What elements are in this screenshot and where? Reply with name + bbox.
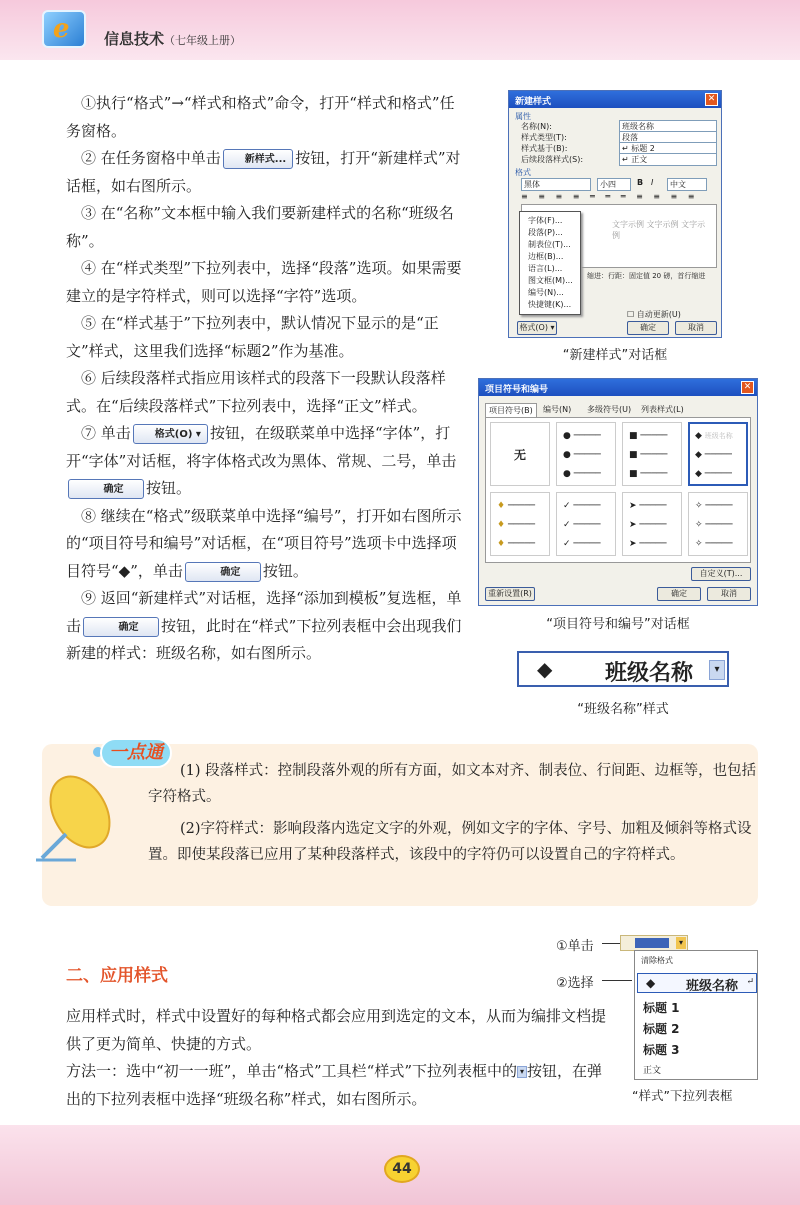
bullet-none-option[interactable]: 无: [490, 422, 550, 486]
selected-style-highlight: [635, 938, 669, 948]
preview-box: 文字示例 文字示例 文字示例: [521, 204, 717, 268]
style-item-heading-1[interactable]: 标题 1: [643, 1001, 680, 1015]
name-field[interactable]: 班级名称: [619, 120, 717, 133]
close-icon[interactable]: ✕: [741, 381, 754, 394]
steps-text: [66, 90, 462, 668]
tab-bullets[interactable]: 项目符号(B): [485, 403, 537, 417]
pointer-line: [602, 943, 620, 944]
step2-label: ②选择: [556, 976, 594, 991]
size-select[interactable]: 小四: [597, 178, 631, 191]
step-7: ⑦ 单击 格式(O) ▾ 按钮，在级联菜单中选择“字体”，打开“字体”对话框，将字体格式改为黑体、常规、二号，单击确定 按钮。: [66, 424, 457, 497]
format-button[interactable]: 格式(O) ▾: [133, 424, 208, 444]
step1-label: ①单击: [556, 939, 594, 954]
lang-select[interactable]: 中文: [667, 178, 707, 191]
style-item-class-name[interactable]: ◆ 班级名称 ↵: [637, 973, 757, 993]
pointer-line: [602, 980, 632, 981]
auto-update-checkbox[interactable]: ☐ 自动更新(U): [627, 310, 681, 319]
menu-item-paragraph[interactable]: 段落(P)...: [528, 228, 563, 237]
format-menu: [519, 211, 581, 315]
tab-multilevel[interactable]: 多级符号(U): [587, 405, 632, 414]
type-label: 样式类型(T):: [521, 133, 567, 142]
tab-list-styles[interactable]: 列表样式(L): [641, 405, 684, 414]
step-2: ② 在任务窗格中单击 新样式... 按钮，打开“新建样式”对话框，如右图所示。: [66, 149, 461, 195]
italic-icon[interactable]: I: [651, 178, 654, 187]
style-item-heading-3[interactable]: 标题 3: [643, 1043, 680, 1057]
diamond-bullet-icon: ◆: [537, 657, 553, 681]
customize-button[interactable]: 自定义(T)...: [691, 567, 751, 581]
menu-item-font[interactable]: 字体(F)...: [528, 216, 563, 225]
new-style-dialog: [508, 90, 722, 338]
clear-formatting-item[interactable]: 清除格式: [641, 956, 673, 965]
dialog-ok-button[interactable]: 确定: [657, 587, 701, 601]
dialog-cancel-button[interactable]: 取消: [707, 587, 751, 601]
menu-item-border[interactable]: 边框(B)...: [528, 252, 564, 261]
tab-numbering[interactable]: 编号(N): [543, 405, 572, 414]
step-4: ④ 在“样式类型”下拉列表中，选择“段落”选项。如果需要建立的是字符样式，则可以选择“字符”选项。: [66, 259, 462, 305]
style-item-heading-2[interactable]: 标题 2: [643, 1022, 680, 1036]
bullet-square-option[interactable]: ■ ───── ■ ───── ■ ─────: [622, 422, 682, 486]
tip-paragraph-1: (1) 段落样式：控制段落外观的所有方面，如文本对齐、制表位、行间距、边框等，也包括字符格式。: [148, 763, 757, 805]
name-label: 名称(N):: [521, 122, 552, 131]
section-text: [66, 1003, 612, 1113]
tip-text: [148, 758, 758, 868]
step-6: ⑥ 后续段落样式指应用该样式的段落下一段默认段落样式。在“后续段落样式”下拉列表中，选择“正文”样式。: [66, 369, 446, 415]
book-title: 信息技术（七年级上册）: [104, 30, 242, 48]
menu-item-tabs[interactable]: 制表位(T)...: [528, 240, 571, 249]
diamond-bullet-icon: ◆: [646, 976, 656, 990]
bullets-dialog: [478, 378, 758, 606]
fig2-caption: “项目符号和编号”对话框: [546, 617, 690, 632]
next-label: 后续段落样式(S):: [521, 155, 584, 164]
tip-badge: 一点通: [100, 738, 172, 768]
style-item-normal[interactable]: 正文: [643, 1066, 662, 1076]
dialog-titlebar: 新建样式 ✕: [509, 91, 721, 108]
bullet-diamond-option[interactable]: ◆ 班级名称 ◆ ───── ◆ ─────: [688, 422, 748, 486]
based-select[interactable]: ↵ 标题 2: [619, 142, 717, 155]
fig4-caption: “样式”下拉列表框: [632, 1088, 733, 1103]
step-3: ③ 在“名称”文本框中输入我们要新建样式的名称“班级名称”。: [66, 204, 454, 250]
align-icons[interactable]: ≡ ≡ ≡ ≡ ═ ═ ═ ≡ ≡ ≡ ≡: [521, 192, 699, 201]
section-paragraph-1: 应用样式时，样式中设置好的每种格式都会应用到选定的文本，从而为编排文档提供了更为简单、快捷的方式。: [66, 1007, 607, 1053]
style-description: 缩进：行距：固定值 20 磅，首行缩进: [587, 272, 706, 280]
bullet-gallery: [485, 417, 751, 563]
ok-button[interactable]: 确定: [68, 479, 144, 499]
ok-button[interactable]: 确定: [83, 617, 159, 637]
section-title: 二、应用样式: [66, 966, 168, 986]
chevron-down-icon[interactable]: ▾: [709, 660, 725, 680]
page-number: 44: [384, 1155, 420, 1183]
style-item-label: 班级名称: [686, 979, 739, 994]
step-5: ⑤ 在“样式基于”下拉列表中，默认情况下显示的是“正文”样式，这里我们选择“标题2”作为基准。: [66, 314, 439, 360]
props-label: 属性: [515, 112, 531, 121]
tip-paragraph-2: (2)字符样式：影响段落内选定文字的外观，例如文字的字体、字号、加粗及倾斜等格式设置。即使某段落已应用了某种段落样式，该段中的字符仍可以设置自己的字符样式。: [148, 821, 752, 863]
section-paragraph-2: 方法一：选中“初一一班”，单击“格式”工具栏“样式”下拉列表框中的 ▾ 按钮，在弹出的下拉列表框中选择“班级名称”样式，如右图所示。: [66, 1062, 603, 1108]
menu-item-frame[interactable]: 图文框(M)...: [528, 276, 573, 285]
next-select[interactable]: ↵ 正文: [619, 153, 717, 166]
style-combobox[interactable]: [517, 651, 729, 687]
bullet-arrow-option[interactable]: ➤ ───── ➤ ───── ➤ ─────: [622, 492, 682, 556]
bullet-picture-option[interactable]: ♦ ───── ♦ ───── ♦ ─────: [490, 492, 550, 556]
bullet-dot-option[interactable]: ● ───── ● ───── ● ─────: [556, 422, 616, 486]
reset-button[interactable]: 重新设置(R): [485, 587, 535, 601]
ie-logo-icon: e: [42, 10, 86, 48]
chevron-down-icon[interactable]: ▾: [676, 937, 686, 949]
menu-item-language[interactable]: 语言(L)...: [528, 264, 563, 273]
menu-item-numbering[interactable]: 编号(N)...: [528, 288, 564, 297]
font-select[interactable]: 黑体: [521, 178, 591, 191]
type-select[interactable]: 段落: [619, 131, 717, 144]
format-label: 格式: [515, 168, 531, 177]
style-toolbar-box[interactable]: [620, 935, 688, 951]
dialog-ok-button[interactable]: 确定: [627, 321, 669, 335]
step-8: ⑧ 继续在“格式”级联菜单中选择“编号”，打开如右图所示的“项目符号和编号”对话框，在“项目符号”选项卡中选择项目符号“◆”，单击 确定 按钮。: [66, 506, 462, 580]
format-dropdown-button[interactable]: 格式(O) ▾: [517, 321, 557, 335]
bullet-check-option[interactable]: ✓ ───── ✓ ───── ✓ ─────: [556, 492, 616, 556]
style-name: 班级名称: [605, 661, 694, 686]
dialog-cancel-button[interactable]: 取消: [675, 321, 717, 335]
fig1-caption: “新建样式”对话框: [562, 348, 668, 363]
dialog-titlebar: 项目符号和编号 ✕: [479, 379, 757, 396]
fig3-caption: “班级名称”样式: [577, 702, 669, 717]
style-dropdown-list: [634, 950, 758, 1080]
based-label: 样式基于(B):: [521, 144, 568, 153]
close-icon[interactable]: ✕: [705, 93, 718, 106]
new-style-button[interactable]: 新样式...: [223, 149, 293, 169]
step-1: ①执行“格式”→“样式和格式”命令，打开“样式和格式”任务窗格。: [66, 94, 455, 140]
bullet-star-option[interactable]: ✧ ───── ✧ ───── ✧ ─────: [688, 492, 748, 556]
bold-icon[interactable]: B: [637, 178, 644, 187]
chevron-down-icon[interactable]: ▾: [517, 1066, 527, 1078]
menu-item-shortcut[interactable]: 快捷键(K)...: [528, 300, 572, 309]
ok-button[interactable]: 确定: [185, 562, 261, 582]
step-9: ⑨ 返回“新建样式”对话框，选择“添加到模板”复选框，单击 确定 按钮，此时在“样式”下拉列表框中会出现我们新建的样式：班级名称，如右图所示。: [66, 589, 462, 662]
